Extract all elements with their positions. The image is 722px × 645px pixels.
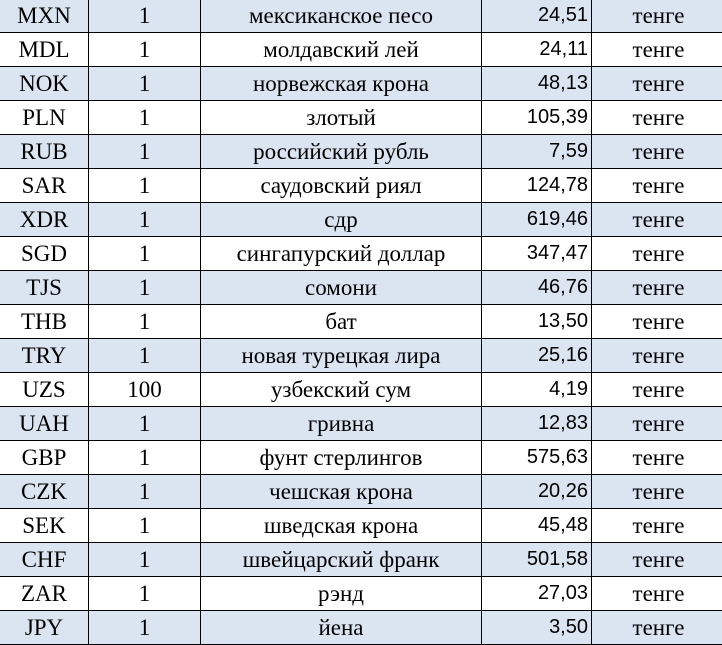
currency-code-cell: SGD: [0, 237, 89, 271]
exchange-rate-cell: 575,63: [482, 441, 592, 475]
unit-count-cell: 1: [89, 339, 201, 373]
exchange-rate-cell: 48,13: [482, 67, 592, 101]
quote-currency-cell: тенге: [592, 169, 722, 203]
currency-code-cell: JPY: [0, 611, 89, 645]
currency-code-cell: SEK: [0, 509, 89, 543]
currency-code-cell: PLN: [0, 101, 89, 135]
currency-code-cell: CHF: [0, 543, 89, 577]
quote-currency-cell: тенге: [592, 509, 722, 543]
quote-currency-cell: тенге: [592, 67, 722, 101]
currency-code-cell: MXN: [0, 0, 89, 33]
exchange-rate-cell: 20,26: [482, 475, 592, 509]
quote-currency-cell: тенге: [592, 203, 722, 237]
unit-count-cell: 1: [89, 0, 201, 33]
currency-name-cell: саудовский риял: [201, 169, 482, 203]
unit-count-cell: 1: [89, 475, 201, 509]
unit-count-cell: 1: [89, 577, 201, 611]
currency-code-cell: CZK: [0, 475, 89, 509]
table-row: [0, 169, 722, 203]
table-row: [0, 0, 722, 33]
unit-count-cell: 1: [89, 305, 201, 339]
table-row: [0, 203, 722, 237]
table-row: [0, 373, 722, 407]
currency-code-cell: TJS: [0, 271, 89, 305]
currency-name-cell: сдр: [201, 203, 482, 237]
currency-name-cell: фунт стерлингов: [201, 441, 482, 475]
currency-name-cell: рэнд: [201, 577, 482, 611]
unit-count-cell: 1: [89, 611, 201, 645]
exchange-rate-cell: 24,51: [482, 0, 592, 33]
table-row: [0, 101, 722, 135]
table-row: [0, 339, 722, 373]
exchange-rate-cell: 105,39: [482, 101, 592, 135]
exchange-rate-cell: 3,50: [482, 611, 592, 645]
quote-currency-cell: тенге: [592, 611, 722, 645]
currency-code-cell: THB: [0, 305, 89, 339]
currency-name-cell: норвежская крона: [201, 67, 482, 101]
unit-count-cell: 1: [89, 169, 201, 203]
currency-code-cell: XDR: [0, 203, 89, 237]
quote-currency-cell: тенге: [592, 373, 722, 407]
unit-count-cell: 1: [89, 33, 201, 67]
currency-name-cell: молдавский лей: [201, 33, 482, 67]
currency-code-cell: UZS: [0, 373, 89, 407]
table-row: [0, 407, 722, 441]
exchange-rate-cell: 12,83: [482, 407, 592, 441]
currency-name-cell: швейцарский франк: [201, 543, 482, 577]
exchange-rate-cell: 46,76: [482, 271, 592, 305]
exchange-rate-cell: 27,03: [482, 577, 592, 611]
currency-name-cell: злотый: [201, 101, 482, 135]
quote-currency-cell: тенге: [592, 271, 722, 305]
exchange-rate-cell: 24,11: [482, 33, 592, 67]
currency-code-cell: NOK: [0, 67, 89, 101]
currency-code-cell: GBP: [0, 441, 89, 475]
exchange-rate-cell: 347,47: [482, 237, 592, 271]
unit-count-cell: 1: [89, 135, 201, 169]
quote-currency-cell: тенге: [592, 0, 722, 33]
exchange-rate-cell: 45,48: [482, 509, 592, 543]
quote-currency-cell: тенге: [592, 339, 722, 373]
currency-code-cell: ZAR: [0, 577, 89, 611]
unit-count-cell: 1: [89, 509, 201, 543]
table-row: [0, 577, 722, 611]
table-row: [0, 475, 722, 509]
table-row: [0, 33, 722, 67]
currency-name-cell: йена: [201, 611, 482, 645]
table-row: [0, 271, 722, 305]
quote-currency-cell: тенге: [592, 33, 722, 67]
quote-currency-cell: тенге: [592, 305, 722, 339]
unit-count-cell: 100: [89, 373, 201, 407]
currency-code-cell: RUB: [0, 135, 89, 169]
table-row: [0, 509, 722, 543]
unit-count-cell: 1: [89, 203, 201, 237]
exchange-rate-cell: 13,50: [482, 305, 592, 339]
currency-code-cell: TRY: [0, 339, 89, 373]
unit-count-cell: 1: [89, 441, 201, 475]
unit-count-cell: 1: [89, 101, 201, 135]
unit-count-cell: 1: [89, 543, 201, 577]
currency-name-cell: сомони: [201, 271, 482, 305]
currency-name-cell: шведская крона: [201, 509, 482, 543]
unit-count-cell: 1: [89, 67, 201, 101]
quote-currency-cell: тенге: [592, 577, 722, 611]
exchange-rate-cell: 4,19: [482, 373, 592, 407]
table-row: [0, 237, 722, 271]
unit-count-cell: 1: [89, 407, 201, 441]
table-row: [0, 135, 722, 169]
exchange-rate-cell: 7,59: [482, 135, 592, 169]
quote-currency-cell: тенге: [592, 237, 722, 271]
table-row: [0, 67, 722, 101]
unit-count-cell: 1: [89, 237, 201, 271]
quote-currency-cell: тенге: [592, 475, 722, 509]
currency-code-cell: UAH: [0, 407, 89, 441]
currency-name-cell: российский рубль: [201, 135, 482, 169]
table-row: [0, 611, 722, 645]
quote-currency-cell: тенге: [592, 135, 722, 169]
table-row: [0, 543, 722, 577]
currency-name-cell: гривна: [201, 407, 482, 441]
quote-currency-cell: тенге: [592, 407, 722, 441]
quote-currency-cell: тенге: [592, 101, 722, 135]
currency-code-cell: SAR: [0, 169, 89, 203]
currency-name-cell: чешская крона: [201, 475, 482, 509]
currency-name-cell: сингапурский доллар: [201, 237, 482, 271]
exchange-rate-cell: 501,58: [482, 543, 592, 577]
unit-count-cell: 1: [89, 271, 201, 305]
exchange-rate-cell: 25,16: [482, 339, 592, 373]
currency-name-cell: узбекский сум: [201, 373, 482, 407]
quote-currency-cell: тенге: [592, 543, 722, 577]
currency-code-cell: MDL: [0, 33, 89, 67]
currency-name-cell: мексиканское песо: [201, 0, 482, 33]
currency-name-cell: бат: [201, 305, 482, 339]
table-row: [0, 305, 722, 339]
quote-currency-cell: тенге: [592, 441, 722, 475]
table-row: [0, 441, 722, 475]
currency-name-cell: новая турецкая лира: [201, 339, 482, 373]
exchange-rate-cell: 619,46: [482, 203, 592, 237]
exchange-rate-cell: 124,78: [482, 169, 592, 203]
